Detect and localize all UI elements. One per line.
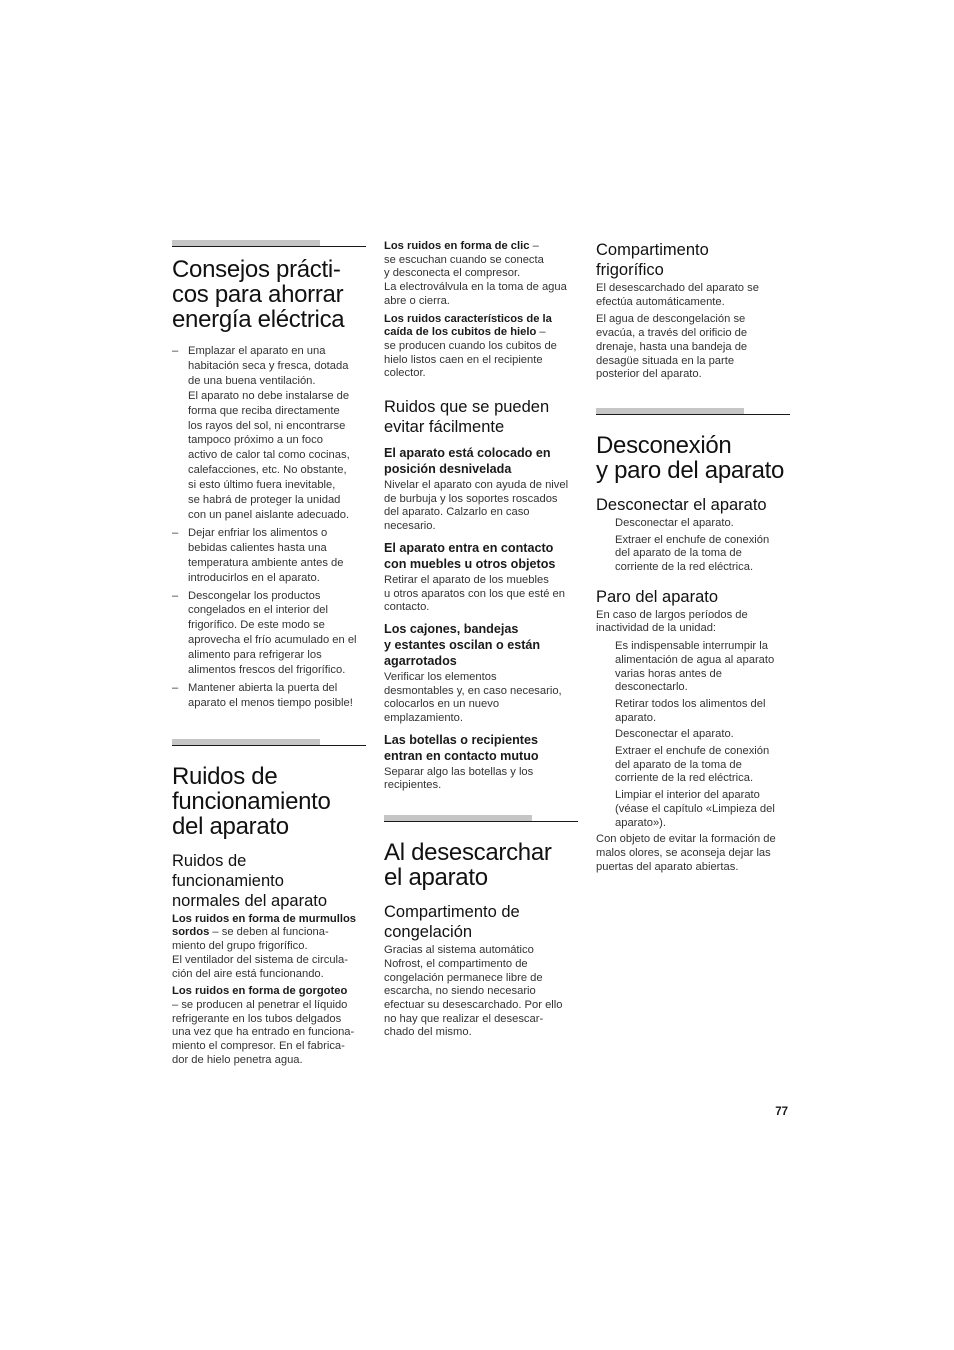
- section-title-operating-noises: Ruidos de funcionamiento del aparato: [172, 762, 331, 840]
- section-rule: [172, 739, 366, 746]
- list-item: Retirar todos los alimentos del aparato.: [615, 697, 766, 724]
- text-uneven: Nivelar el aparato con ayuda de nivel de burbuja y los soportes roscados del aparato. Calzarlo en caso necesario.: [384, 479, 569, 533]
- list-item: – Descongelar los productos congelados en el interior del frigorífico. De este modo se aprovecha el frío acumulado en el alimento para refrigerar los alimentos frescos del frigorífico.: [172, 589, 366, 678]
- text-drawers: Verificar los elementos desmontables y, en caso necesario, colocarlos en un nuevo emplazamiento.: [384, 670, 562, 725]
- page-number: 77: [775, 1106, 788, 1118]
- subheading-fridge: Compartimento frigorífico: [596, 241, 709, 279]
- heading-bottles: Las botellas o recipientes entran en contacto mutuo: [384, 732, 539, 763]
- subheading-freezer: Compartimento de congelación: [384, 903, 520, 942]
- energy-tips-list: [172, 344, 366, 711]
- section-rule: [596, 408, 790, 415]
- list-item: Es indispensable interrumpir la alimentación de agua al aparato varias horas antes de desconectarlo.: [615, 640, 775, 694]
- column-middle: [384, 240, 578, 1044]
- section-title-energy-tips: Consejos prácti- cos para ahorrar energía eléctrica: [172, 256, 345, 333]
- heading-uneven: El aparato está colocado en posición desnivelada: [384, 446, 551, 477]
- paragraph-murmur-noise: Los ruidos en forma de murmullos sordos – se deben al funciona- miento del grupo frigorífico. El ventilador del sistema de circula- ción del aire está funcionando.: [172, 912, 356, 980]
- section-title-disconnect: Desconexión y paro del aparato: [596, 431, 785, 484]
- text-inactivity: En caso de largos períodos de inactividad de la unidad:: [596, 608, 748, 635]
- list-item: Extraer el enchufe de conexión del aparato de la toma de corriente de la red eléctrica.: [615, 745, 770, 785]
- list-item: – Emplazar el aparato en una habitación seca y fresca, dotada de una buena ventilación. El aparato no debe instalarse de forma que reciba directamente los rayos del sol, ni encontrarse tampoco próximo a un foco activo de calor tal como cocinas, calefacciones, etc. No obstante, si esto último fuera inevitable, se habrá de proteger la unidad con un panel aislante adecuado.: [172, 344, 366, 523]
- text-bottles: Separar algo las botellas y los recipientes.: [384, 765, 534, 792]
- list-item: Limpiar el interior del aparato (véase el capítulo «Limpieza del aparato»).: [615, 789, 775, 829]
- subheading-avoidable-noises: Ruidos que se pueden evitar fácilmente: [384, 398, 550, 437]
- term: Los ruidos en forma de murmullos sordos: [172, 912, 356, 939]
- term: Los ruidos en forma de clic: [384, 240, 530, 252]
- term: Los ruidos característicos de la caída de los cubitos de hielo: [384, 312, 552, 339]
- subheading-disconnect: Desconectar el aparato: [596, 495, 767, 514]
- paragraph-ice-noise: Los ruidos característicos de la caída de los cubitos de hielo – se producen cuando los cubitos de hielo listos caen en el recipiente colector.: [384, 312, 557, 380]
- paragraph-click-noise: Los ruidos en forma de clic – se escuchan cuando se conecta y desconecta el compresor. La electroválvula en la toma de agua abre o cierra.: [384, 240, 567, 307]
- text-contact-furniture: Retirar el aparato de los muebles u otros aparatos con los que esté en contacto.: [384, 573, 565, 614]
- list-item: Desconectar el aparato.: [615, 516, 734, 529]
- paragraph-gurgle-noise: Los ruidos en forma de gorgoteo – se producen al penetrar el líquido refrigerante en los tubos delgados una vez que ha entrado en funciona- miento el compresor. En el fabrica- dor de hielo penetra agua.: [172, 985, 355, 1066]
- subheading-shutdown: Paro del aparato: [596, 587, 719, 606]
- text-odour-advice: Con objeto de evitar la formación de malos olores, se aconseja dejar las puertas del aparato abiertas.: [596, 833, 776, 873]
- shutdown-steps: [596, 640, 790, 830]
- text-auto-defrost: El desescarchado del aparato se efectúa automáticamente.: [596, 282, 759, 308]
- heading-contact-furniture: El aparato entra en contacto con muebles u otros objetos: [384, 540, 556, 571]
- term: Los ruidos en forma de gorgoteo: [172, 985, 348, 998]
- text-nofrost: Gracias al sistema automático Nofrost, el compartimento de congelación permanece libre de escarcha, no siendo necesario efectuar su desescarchado. Por ello no hay que realizar el desescar- chado del mismo.: [384, 944, 563, 1039]
- subheading-normal-noises: Ruidos de funcionamiento normales del aparato: [172, 851, 328, 910]
- section-title-defrosting: Al desescarchar el aparato: [384, 839, 552, 892]
- list-item: – Mantener abierta la puerta del aparato el menos tiempo posible!: [172, 681, 366, 711]
- column-right: [596, 240, 790, 878]
- list-item: Desconectar el aparato.: [615, 728, 734, 741]
- list-item: – Dejar enfriar los alimentos o bebidas calientes hasta una temperatura ambiente antes de introducirlos en el aparato.: [172, 526, 366, 586]
- text-defrost-water: El agua de descongelación se evacúa, a través del orificio de drenaje, hasta una bandeja de desagüe situada en la parte posterior del aparato.: [596, 313, 748, 381]
- heading-drawers: Los cajones, bandejas y estantes oscilan o están agarrotados: [384, 621, 541, 668]
- disconnect-steps: [596, 517, 790, 575]
- section-rule: [384, 815, 578, 822]
- section-rule: [172, 240, 366, 247]
- column-left: [172, 240, 366, 1071]
- list-item: Extraer el enchufe de conexión del aparato de la toma de corriente de la red eléctrica.: [615, 533, 770, 574]
